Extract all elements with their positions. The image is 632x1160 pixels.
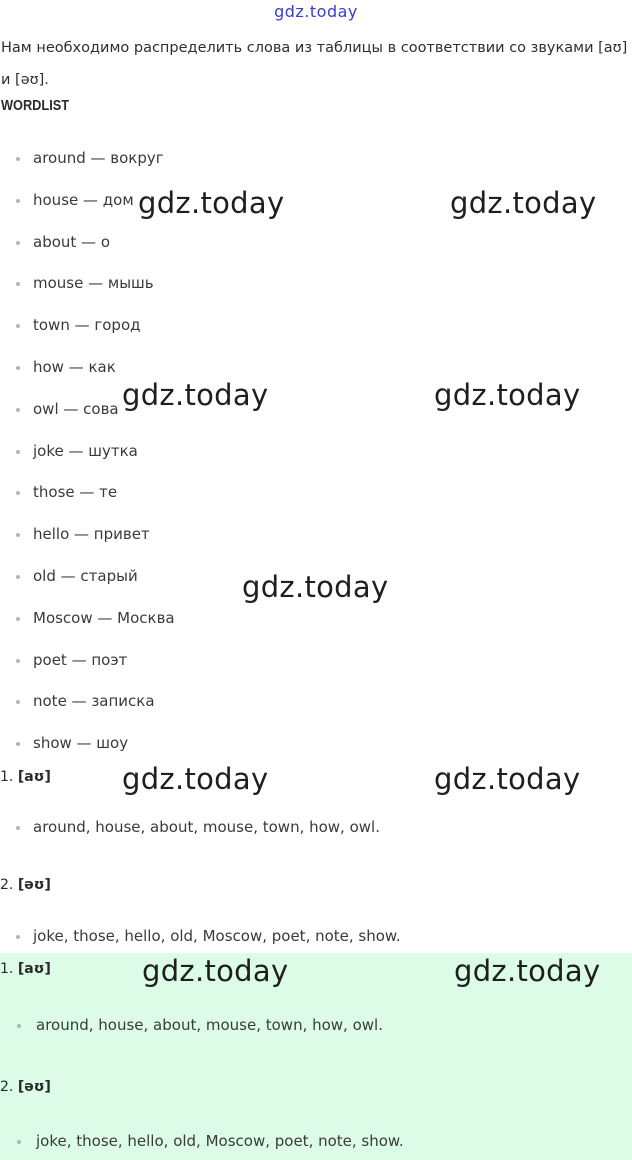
list-item-text: hello — привет [33,525,150,544]
answer-group-2-words [33,927,401,945]
group-number: 1. [0,961,14,977]
bullet-icon [16,700,20,704]
bullet-icon [16,199,20,203]
list-item [0,723,400,765]
list-item-text: old — старый [33,566,138,585]
wordlist [0,138,400,765]
list-item-text: town — город [33,316,141,335]
group-number: 2. [0,877,14,893]
list-item-text: about — о [33,232,110,251]
watermark: gdz.today [142,954,289,988]
list-item-text: mouse — мышь [33,274,154,293]
bullet-icon [16,659,20,663]
bullet-icon [16,282,20,286]
group-number: 2. [0,1079,14,1095]
list-item [0,514,400,556]
bullet-icon [16,157,20,161]
list-item-text: show — шоу [33,734,129,753]
list-item-text: house — дом [33,190,134,209]
group-words: joke, those, hello, old, Moscow, poet, note, show. [36,1132,404,1150]
list-item-text: note — записка [33,692,155,711]
list-item [0,431,400,473]
highlighted-group-1-words [36,1016,383,1034]
bullet-icon [16,742,20,746]
bullet-icon [17,1024,21,1028]
site-watermark-top: gdz.today [274,2,358,21]
bullet-icon [16,491,20,495]
bullet-icon [16,935,20,939]
bullet-icon [16,324,20,328]
list-item-text: owl — сова [33,399,119,418]
highlighted-group-2-words [36,1132,404,1150]
list-item [0,640,400,682]
list-item [0,598,400,640]
group-sound: [aʊ] [17,769,51,785]
group-sound: [əʊ] [17,877,51,893]
group-words: around, house, about, mouse, town, how, owl. [36,1016,383,1034]
list-item-text: poet — поэт [33,650,128,669]
highlighted-group-1-title [0,961,51,977]
bullet-icon [16,450,20,454]
bullet-icon [16,575,20,579]
watermark: gdz.today [122,762,269,796]
bullet-icon [17,1140,21,1144]
wordlist-heading: WORDLIST [1,98,70,114]
group-sound: [aʊ] [17,961,51,977]
list-item-text: how — как [33,357,116,376]
list-item-text: Moscow — Москва [33,608,175,627]
list-item-text: joke — шутка [33,441,138,460]
bullet-icon [16,826,20,830]
watermark: gdz.today [242,570,389,604]
group-words: joke, those, hello, old, Moscow, poet, note, show. [33,927,401,945]
list-item [0,305,400,347]
group-number: 1. [0,769,14,785]
watermark: gdz.today [434,762,581,796]
answer-group-2-title [0,877,51,893]
group-words: around, house, about, mouse, town, how, owl. [33,818,380,836]
answer-group-1-words [33,818,380,836]
list-item-text: around — вокруг [33,149,164,167]
list-item [0,681,400,723]
list-item [0,263,400,305]
watermark: gdz.today [450,186,597,220]
list-item-text: those — те [33,483,118,502]
bullet-icon [16,366,20,370]
bullet-icon [16,617,20,621]
bullet-icon [16,408,20,412]
answer-group-1-title [0,769,51,785]
watermark: gdz.today [454,954,601,988]
watermark: gdz.today [138,186,285,220]
list-item [0,138,400,180]
bullet-icon [16,533,20,537]
group-sound: [əʊ] [17,1079,51,1095]
list-item [0,222,400,264]
bullet-icon [16,241,20,245]
list-item [0,472,400,514]
task-intro: Нам необходимо распределить слова из таблицы в соответствии со звуками [aʊ] и [əʊ]. [1,40,628,88]
watermark: gdz.today [122,378,269,412]
highlighted-group-2-title [0,1079,51,1095]
watermark: gdz.today [434,378,581,412]
